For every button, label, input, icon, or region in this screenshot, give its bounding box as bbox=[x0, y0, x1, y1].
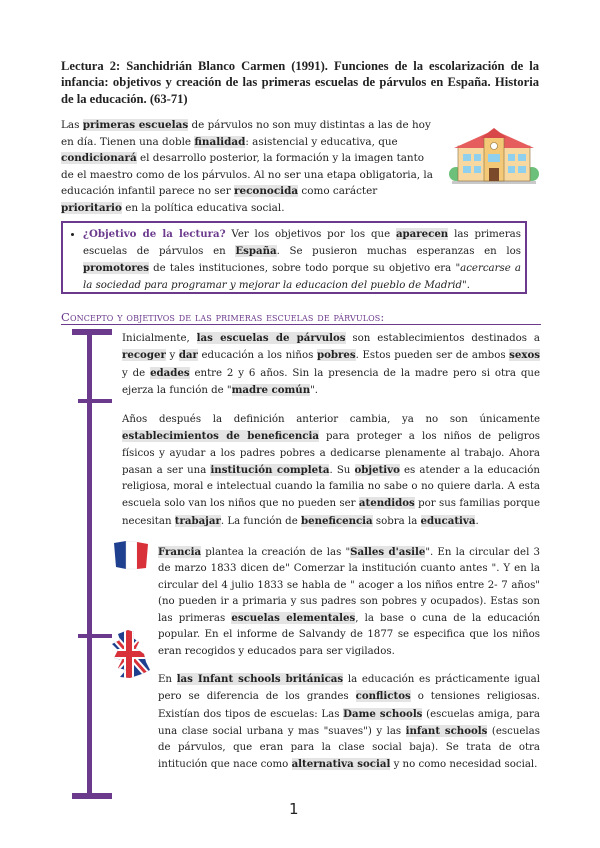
highlight: infant schools bbox=[405, 724, 488, 737]
intro-paragraph bbox=[61, 117, 439, 217]
highlight: dar bbox=[178, 349, 198, 362]
highlight: educativa bbox=[420, 514, 476, 527]
text: o tensiones religiosas. Existían dos tipos de escuelas: Las bbox=[158, 691, 540, 720]
objective-item bbox=[83, 226, 521, 294]
text: plantea la creación de las " bbox=[201, 547, 351, 558]
text: (escuelas de párvulos, que eran para la clase social baja). Se trata de otra intitución que nace como bbox=[158, 725, 540, 771]
school-building-icon bbox=[448, 124, 540, 184]
text: En bbox=[158, 674, 177, 685]
text: . bbox=[466, 279, 470, 291]
highlight: alternativa social bbox=[291, 758, 391, 771]
text: . bbox=[475, 515, 479, 527]
text: por sus familias porque necesitan bbox=[122, 498, 540, 527]
highlight: las escuelas de párvulos bbox=[196, 332, 346, 344]
text: entre 2 y 6 años. Sin la presencia de la madre pero si otra que ejerza la función de " bbox=[122, 367, 540, 396]
highlight: finalidad bbox=[194, 135, 246, 148]
objective-question: ¿Objetivo de la lectura? bbox=[83, 228, 226, 240]
text: educación a los niños bbox=[197, 350, 317, 362]
highlight: reconocida bbox=[234, 185, 299, 198]
highlight: Dame schools bbox=[343, 707, 423, 720]
text: . Su bbox=[329, 464, 355, 476]
text: , la base o cuna de la educación popular. En el informe de Salvandy de 1877 se especifica que los niños eran recogidos y educados para ser vigilados. bbox=[158, 613, 540, 657]
highlight: aparecen bbox=[395, 228, 449, 240]
highlight: trabajar bbox=[174, 514, 221, 527]
text: ". En la circular del 3 de marzo 1833 dicen de" Comerzar la institución cuanto antes ". Y en la circular del 4 julio 1833 se habla de " acoger a los niños entre 2- 7 años" (no pueden ir a primaria y sus padres son pobres y ocupados). Estas son las primeras bbox=[158, 547, 540, 625]
text: ". bbox=[310, 384, 319, 396]
highlight: condicionará bbox=[61, 152, 137, 165]
united-kingdom-map-flag-icon bbox=[106, 628, 152, 680]
page-number: 1 bbox=[289, 800, 299, 818]
text: como carácter bbox=[298, 185, 378, 198]
text: sobra la bbox=[372, 515, 421, 527]
text: el desarrollo posterior, la formación y la imagen tanto de el maestro como de los párvulos. Al no ser una etapa obligatoria, la educación infantil parece no ser bbox=[61, 152, 433, 198]
text: para proteger a los niños de peligros físicos y ayudar a los padres pobres a dedicarse plenamente al trabajo. Ahora pasan a ser una bbox=[122, 431, 540, 476]
text: Ver los objetivos por los que bbox=[225, 229, 396, 240]
text: . Estos pueden ser de ambos bbox=[355, 350, 510, 362]
text: de párvulos no son muy distintas a las de hoy en día. Tienen una doble bbox=[61, 119, 431, 148]
text: las primeras escuelas de párvulos en bbox=[83, 229, 521, 258]
reading-objective-box bbox=[61, 221, 527, 294]
highlight: institución completa bbox=[210, 463, 330, 476]
highlight: las Infant schools británicas bbox=[176, 673, 344, 685]
paragraph-concept-later bbox=[122, 412, 540, 530]
highlight: atendidos bbox=[358, 497, 415, 510]
highlight: promotores bbox=[83, 262, 149, 275]
text: son establecimientos destinados a bbox=[345, 333, 540, 344]
objective-list bbox=[69, 226, 521, 294]
paragraph-france bbox=[158, 544, 540, 660]
text: y no como necesidad social. bbox=[390, 759, 538, 771]
section-divider bbox=[61, 324, 541, 325]
highlight: primeras escuelas bbox=[82, 119, 189, 131]
text: Las bbox=[61, 119, 83, 131]
text: : asistencial y educativa, que bbox=[245, 135, 398, 148]
highlight: prioritario bbox=[61, 201, 122, 214]
text: Inicialmente, bbox=[122, 333, 197, 344]
text: (escuelas amiga, para una clase social urbana y mas "suaves") y las bbox=[158, 708, 540, 737]
text: en la política educativa social. bbox=[121, 201, 285, 214]
highlight: escuelas elementales bbox=[231, 612, 356, 625]
timeline-graphic bbox=[70, 329, 116, 799]
text: Años después la definición anterior cambia, ya no son únicamente bbox=[122, 414, 540, 425]
highlight: establecimientos de beneficencia bbox=[122, 430, 319, 443]
highlight: Francia bbox=[158, 546, 202, 558]
paragraph-concept-initial bbox=[122, 330, 540, 399]
highlight: España bbox=[235, 245, 277, 258]
text: y de bbox=[122, 367, 151, 379]
highlight: recoger bbox=[122, 349, 166, 362]
text: . La función de bbox=[220, 515, 301, 527]
text: . Se pusieron muchas esperanzas en los bbox=[276, 246, 521, 258]
highlight: madre común bbox=[231, 383, 311, 396]
text: y bbox=[165, 350, 179, 362]
text: la educación es prácticamente igual pero se diferencia de los grandes bbox=[158, 674, 540, 703]
highlight: conflictos bbox=[355, 690, 411, 703]
highlight: sexos bbox=[509, 349, 540, 362]
paragraph-britain bbox=[158, 671, 540, 774]
highlight: objetivo bbox=[354, 463, 400, 476]
highlight: edades bbox=[150, 366, 190, 379]
highlight: Salles d'asile bbox=[350, 546, 426, 558]
page-title: Lectura 2: Sanchidrián Blanco Carmen (1991). Funciones de la escolarización de la infancia: objetivos y creación de las primeras escuelas de párvulos en España. Historia de la educación. (63-71) bbox=[61, 59, 539, 106]
highlight: beneficencia bbox=[300, 514, 373, 527]
highlight: pobres bbox=[316, 349, 356, 362]
text: de tales instituciones, sobre todo porque su objetivo era bbox=[148, 263, 456, 275]
text: es atender a la educación religiosa, moral e intelectual cuando la familia no sabe o no quiere darla. A esta escuela solo van los niños que no pueden ser bbox=[122, 464, 540, 510]
section-heading: Concepto y objetivos de las primeras escuelas de párvulos: bbox=[61, 310, 385, 324]
france-flag-icon bbox=[112, 540, 150, 570]
quote: "acercarse a la sociedad para programar y mejorar la educacion del pueblo de Madrid" bbox=[83, 263, 521, 291]
